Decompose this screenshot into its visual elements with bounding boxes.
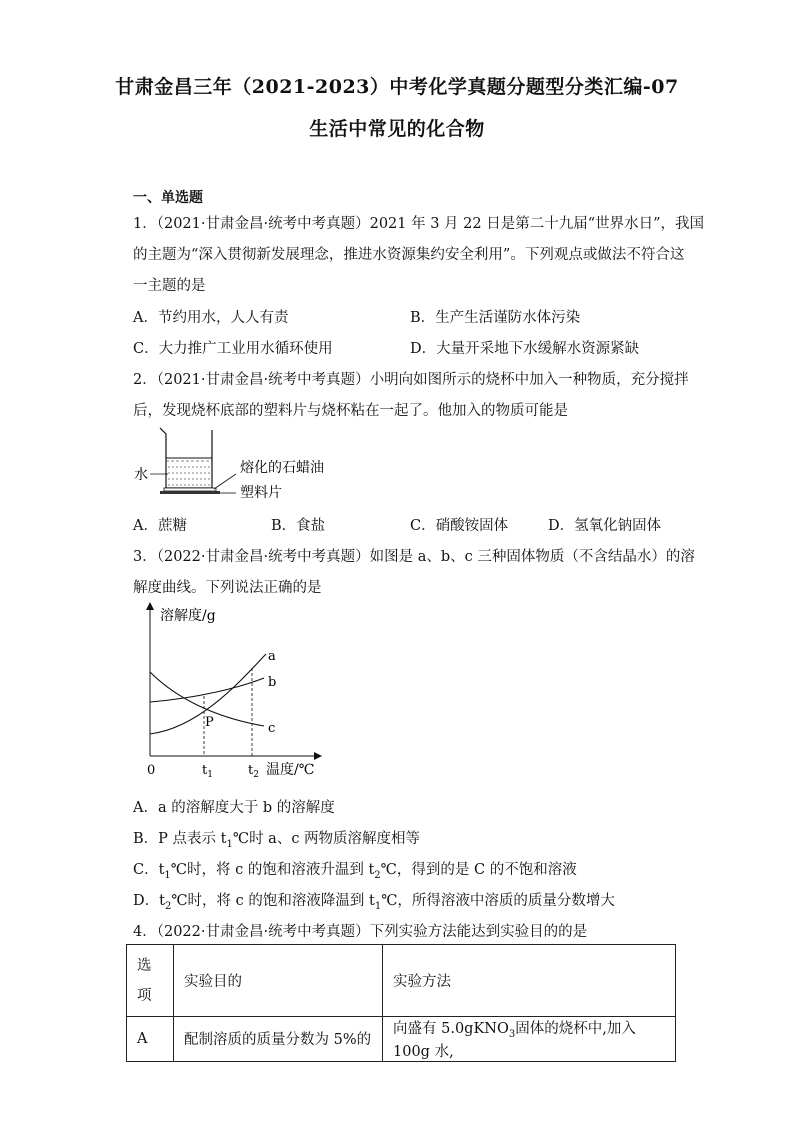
row-a-purpose-cell: 配制溶质的质量分数为 5%的 (174, 1017, 383, 1062)
q3-stem-line2: 解度曲线。下列说法正确的是 (133, 580, 322, 596)
header-method-cell: 实验方法 (383, 945, 676, 1017)
plastic-sheet (160, 491, 220, 494)
header-purpose-cell: 实验目的 (174, 945, 383, 1017)
q3-option-d: D．$t_2℃$时，将 c 的饱和溶液降温到 $t_1℃$，所得溶液中溶质的质量分数增大 (133, 893, 615, 912)
header-option-cell: 选 项 (127, 945, 174, 1017)
q1-stem-line1: 1．（2021·甘肃金昌·统考中考真题）2021 年 3 月 22 日是第二十九届“世界水日”，我国 (133, 216, 705, 232)
section-heading: 一、单选题 (133, 190, 203, 206)
y-axis-label: 溶解度/g (160, 608, 216, 624)
row-a-method-cell: 向盛有 5.0gKNO$_3$固体的烧杯中,加入 100g 水, (383, 1017, 676, 1062)
q1-option-a: A．节约用水，人人有责 (133, 310, 289, 326)
q1-option-d: D．大量开采地下水缓解水资源紧缺 (410, 341, 640, 357)
q2-stem-line2: 后，发现烧杯底部的塑料片与烧杯粘在一起了。他加入的物质可能是 (133, 403, 568, 419)
solubility-curve-figure (138, 600, 328, 782)
document-title-line1: 甘肃金昌三年（2021-2023）中考化学真题分题型分类汇编-07 (115, 76, 679, 98)
origin-label: 0 (147, 763, 156, 778)
q4-table (126, 944, 676, 1062)
curve-c-label: c (268, 721, 276, 736)
q4-stem: 4．（2022·甘肃金昌·统考中考真题）下列实验方法能达到实验目的的是 (133, 924, 588, 940)
curve-b (150, 678, 264, 702)
t2-tick-label: $t_2$ (248, 763, 259, 780)
q2-option-c: C．硝酸铵固体 (410, 518, 509, 534)
q3-option-a: A．a 的溶解度大于 b 的溶解度 (133, 800, 335, 816)
label-wax: 熔化的石蜡油 (240, 460, 324, 476)
q1-stem-line2: 的主题为“深入贯彻新发展理念，推进水资源集约安全利用”。下列观点或做法不符合这 (133, 247, 685, 263)
q2-stem-line1: 2．（2021·甘肃金昌·统考中考真题）小明向如图所示的烧杯中加入一种物质，充分搅拌 (133, 372, 689, 388)
wax-layer (164, 488, 216, 491)
q2-option-b: B．食盐 (271, 518, 326, 534)
q1-option-c: C．大力推广工业用水循环使用 (133, 341, 333, 357)
curve-b-label: b (268, 675, 277, 690)
table-row (127, 1017, 676, 1062)
x-axis-label: 温度/℃ (266, 762, 315, 778)
q1-option-b: B．生产生活谨防水体污染 (410, 310, 581, 326)
table-header-row (127, 945, 676, 1017)
curve-a-label: a (268, 649, 276, 664)
q3-option-b: B．P 点表示 $t_1℃$时 a、c 两物质溶解度相等 (133, 831, 421, 850)
document-title-line2: 生活中常见的化合物 (309, 118, 485, 140)
label-water: 水 (134, 467, 148, 483)
q3-option-c: C．$t_1℃$时，将 c 的饱和溶液升温到 $t_2℃$，得到的是 C 的不饱和溶液 (133, 862, 577, 881)
q2-option-d: D．氢氧化钠固体 (548, 518, 662, 534)
beaker-figure (130, 424, 330, 504)
q2-option-a: A．蔗糖 (133, 518, 187, 534)
label-plastic: 塑料片 (240, 485, 282, 501)
row-a-option-cell: A (127, 1017, 174, 1062)
t1-tick-label: $t_1$ (202, 763, 213, 780)
q3-stem-line1: 3．（2022·甘肃金昌·统考中考真题）如图是 a、b、c 三种固体物质（不含结晶水）的溶 (133, 549, 695, 565)
point-p-label: P (205, 715, 214, 730)
q1-stem-line3: 一主题的是 (133, 278, 206, 294)
